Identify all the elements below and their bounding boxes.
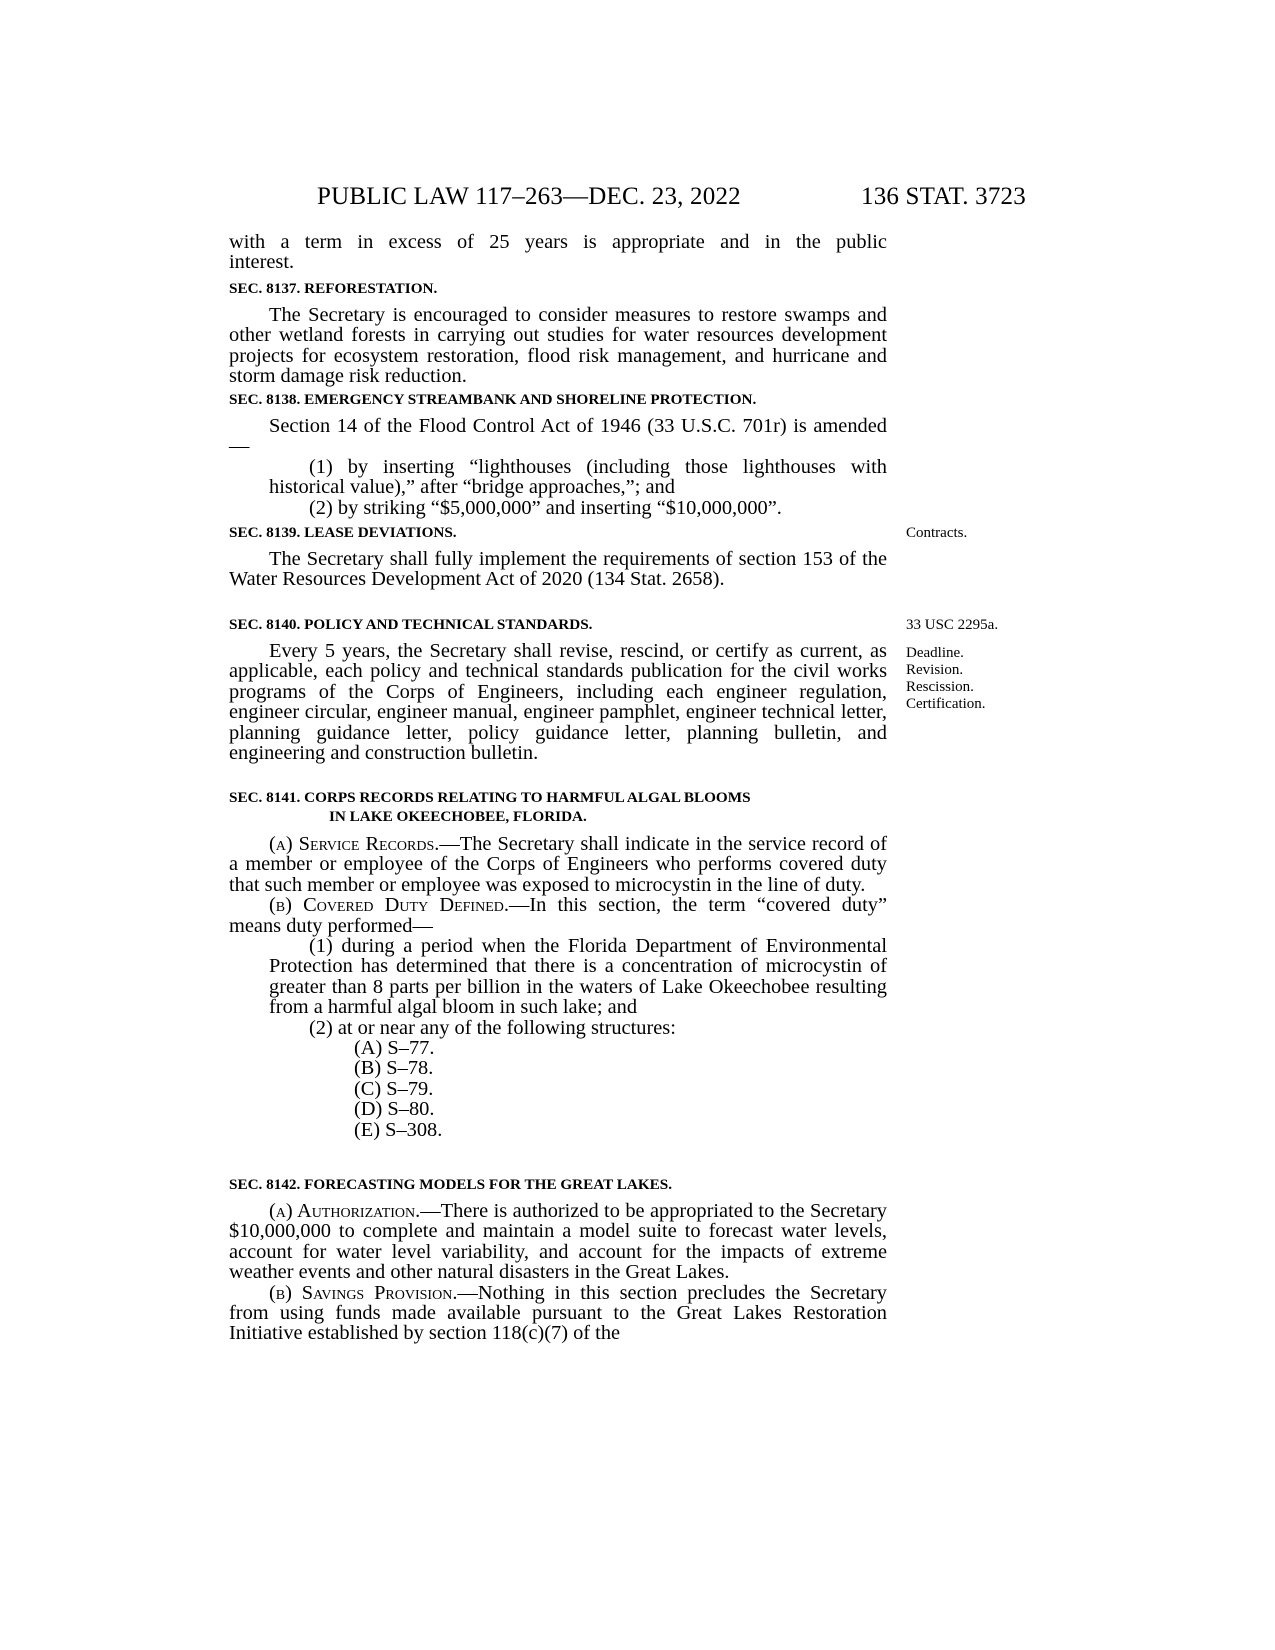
subsection-b-text: —Nothing in this section precludes the Secretary from using funds made available pursuant to the Great Lakes Restoration Initiative established by section 118(c)(7) of the xyxy=(229,1281,887,1345)
continued-text xyxy=(229,232,887,273)
section-8137-heading: SEC. 8137. REFORESTATION. xyxy=(229,280,438,297)
section-8140-paragraph: Every 5 years, the Secretary shall revise, rescind, or certify as current, as applicable, each policy and technical standards publication for the civil works programs of the Corps of Engineers, including each engineer regulation, engineer circular, engineer manual, engineer pamphlet, engineer technical letter, planning guidance letter, policy guidance letter, planning bulletin, and engineering and construction bulletin. xyxy=(229,640,887,765)
margin-note-revision: Revision. xyxy=(906,662,964,678)
section-8141-b-item-1: (1) during a period when the Florida Department of Environmental Protection has determined that there is a concentration of microcystin of greater than 8 parts per billion in the waters of Lake Okeechobee resulting from a harmful algal bloom in such lake; and xyxy=(269,935,887,1019)
section-8141-body xyxy=(229,834,887,1140)
section-8142-subsection-b xyxy=(229,1283,887,1344)
margin-notes-8140 xyxy=(906,645,986,713)
section-8141-heading-line-1: SEC. 8141. CORPS RECORDS RELATING TO HARMFUL ALGAL BLOOMS xyxy=(229,789,751,806)
list-item: (C) S–79. xyxy=(354,1077,434,1100)
section-8139-body xyxy=(229,549,887,590)
subsection-b-text: —In this section, the term “covered duty” means duty performed— xyxy=(229,894,888,937)
section-8141-subsection-b xyxy=(229,895,887,936)
subsection-b-label: (b) Covered Duty Defined. xyxy=(269,894,509,917)
list-item: (A) S–77. xyxy=(354,1037,435,1060)
structures-list xyxy=(229,1038,887,1140)
subsection-a-label: (a) Authorization. xyxy=(269,1200,421,1222)
section-8141-subsection-a xyxy=(229,834,887,895)
section-8142-body xyxy=(229,1201,887,1344)
section-8141-heading-line-2: IN LAKE OKEECHOBEE, FLORIDA. xyxy=(329,808,587,825)
section-8142-subsection-a xyxy=(229,1201,887,1283)
section-8138-body xyxy=(229,416,887,518)
subsection-a-text: —The Secretary shall indicate in the service record of a member or employee of the Corps of Engineers who performs covered duty that such member or employee was exposed to microcystin in the line of duty. xyxy=(229,833,887,896)
section-8138-item-2: (2) by striking “$5,000,000” and inserting “$10,000,000”. xyxy=(309,496,782,519)
margin-note-deadline: Deadline. xyxy=(906,645,964,661)
margin-note-rescission: Rescission. xyxy=(906,679,974,695)
section-8138-heading: SEC. 8138. EMERGENCY STREAMBANK AND SHORELINE PROTECTION. xyxy=(229,391,757,408)
subsection-b-label: (b) Savings Provision. xyxy=(269,1281,458,1304)
margin-note-certification: Certification. xyxy=(906,696,986,712)
margin-note-usc: 33 USC 2295a. xyxy=(906,617,999,633)
section-8139-heading: SEC. 8139. LEASE DEVIATIONS. xyxy=(229,524,457,541)
section-8137-body xyxy=(229,305,887,387)
section-8140-body xyxy=(229,641,887,763)
list-item: (B) S–78. xyxy=(354,1057,434,1080)
continued-line-2: interest. xyxy=(229,251,295,274)
continued-line-1: with a term in excess of 25 years is appropriate and in the public xyxy=(229,231,887,253)
subsection-a-label: (a) Service Records. xyxy=(269,833,440,855)
page-number: 136 STAT. 3723 xyxy=(861,183,1026,210)
subsection-a-text: —There is authorized to be appropriated to the Secretary $10,000,000 to complete and maintain a model suite to forecast water levels, account for water level variability, and account for the impacts of extreme weather events and other natural disasters in the Great Lakes. xyxy=(229,1200,887,1284)
section-8139-paragraph: The Secretary shall fully implement the requirements of section 153 of the Water Resources Development Act of 2020 (134 Stat. 2658). xyxy=(229,548,887,591)
section-8137-paragraph: The Secretary is encouraged to consider measures to restore swamps and other wetland forests in carrying out studies for water resources development projects for ecosystem restoration, flood risk management, and hurricane and storm damage risk reduction. xyxy=(229,304,887,388)
section-8140-heading: SEC. 8140. POLICY AND TECHNICAL STANDARDS. xyxy=(229,616,593,633)
section-8141-heading xyxy=(229,788,887,826)
section-8141-b-item-2: (2) at or near any of the following structures: xyxy=(309,1016,676,1039)
page-header xyxy=(0,183,1275,223)
section-8138-item-1: (1) by inserting “lighthouses (including those lighthouses with historical value),” after “bridge approaches,”; and xyxy=(269,455,887,499)
list-item: (E) S–308. xyxy=(354,1118,443,1141)
running-title: PUBLIC LAW 117–263—DEC. 23, 2022 xyxy=(317,183,741,210)
section-8138-paragraph: Section 14 of the Flood Control Act of 1946 (33 U.S.C. 701r) is amended— xyxy=(229,415,887,458)
list-item: (D) S–80. xyxy=(354,1098,435,1121)
section-8142-heading: SEC. 8142. FORECASTING MODELS FOR THE GREAT LAKES. xyxy=(229,1176,673,1193)
margin-note-contracts: Contracts. xyxy=(906,525,968,541)
